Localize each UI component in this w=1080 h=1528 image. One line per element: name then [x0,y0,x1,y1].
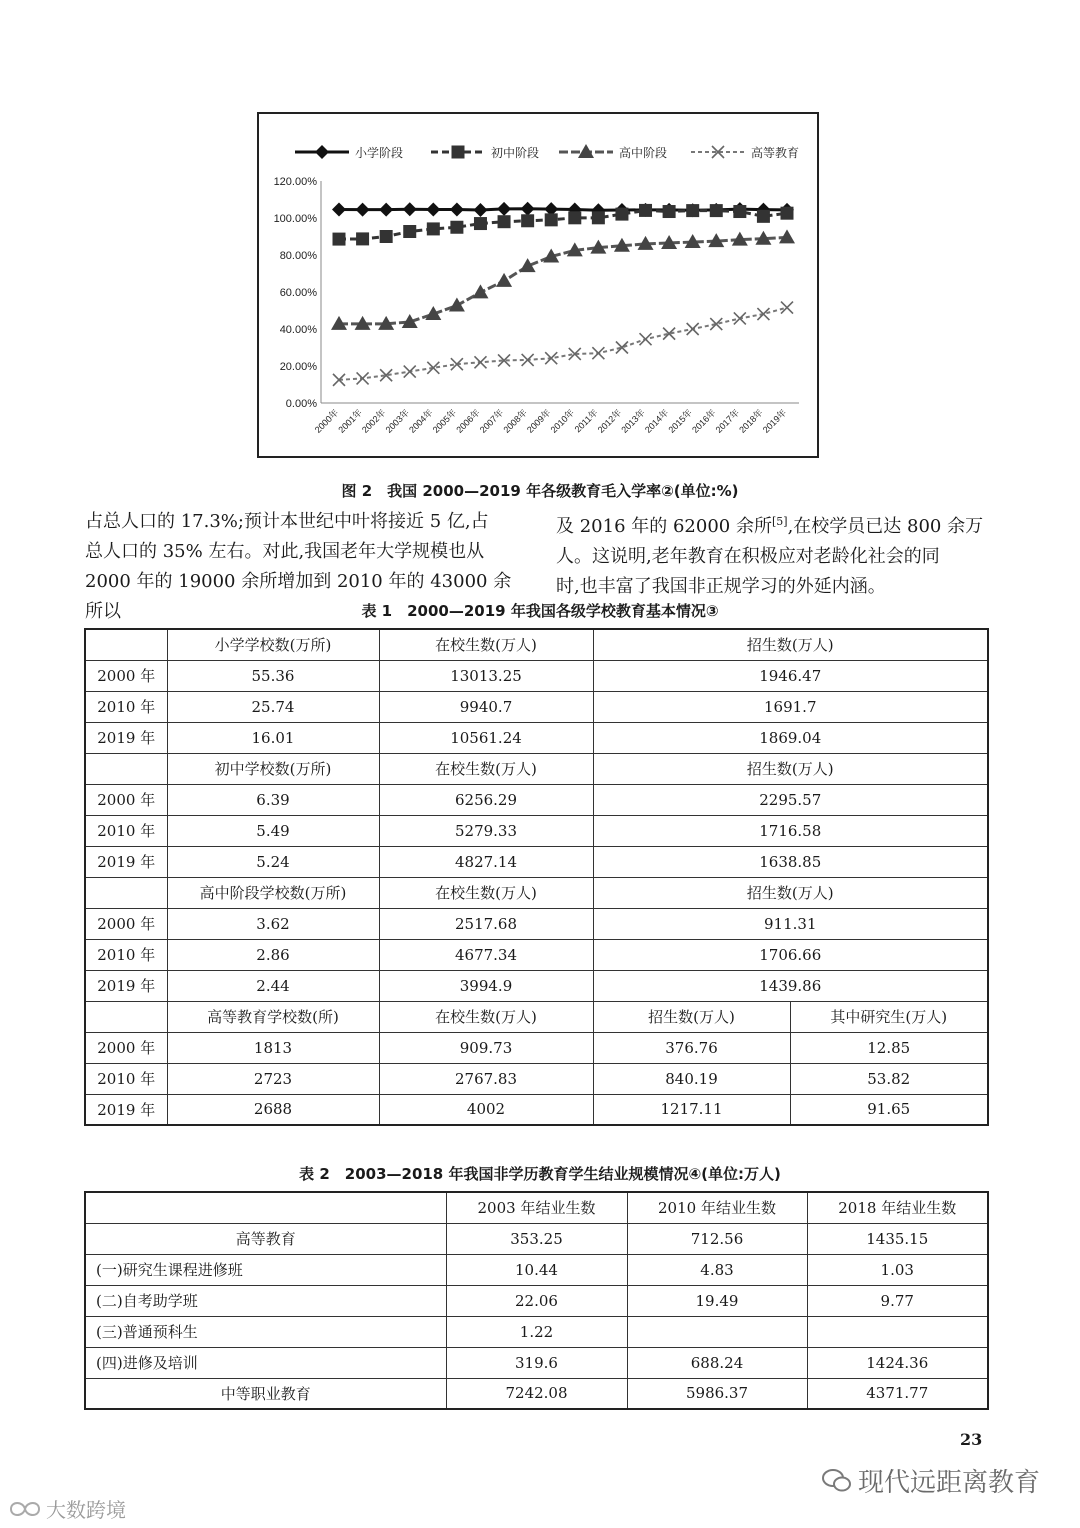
x-tick-label: 2016年 [690,407,718,435]
table-header-row [85,877,988,908]
x-tick-label: 2013年 [619,407,647,435]
x-tick-label: 2001年 [336,407,364,435]
table-row [85,691,988,722]
table-cell: 55.36 [167,660,379,691]
table-row [85,1223,988,1254]
table-cell: 1813 [167,1032,379,1063]
data-point-square [545,213,558,226]
data-point-square [474,217,487,230]
table-cell: 2019 年 [85,846,167,877]
figure-caption: 图 2 我国 2000—2019 年各级教育毛入学率②(单位:%) [341,482,739,500]
data-point-square [427,222,440,235]
table-cell: 9940.7 [379,691,593,722]
data-point-square [380,230,393,243]
data-point-diamond [403,202,417,216]
table-row [85,939,988,970]
data-point-diamond [473,203,487,217]
data-point-square [450,221,463,234]
x-tick-label: 2010年 [548,407,577,435]
data-point-square [710,204,723,217]
body-line: 占总人口的 17.3%;预计本世纪中叶将接近 5 亿,占 [85,511,489,532]
table-cell: 1217.11 [593,1094,790,1125]
table-cell: 高等教育 [85,1223,446,1254]
legend-label: 高等教育 [751,146,800,160]
x-tick-label: 2000年 [312,407,341,435]
y-tick-label: 40.00% [279,324,317,336]
data-point-square [757,210,770,223]
enrollment-rate-line-chart [259,114,817,456]
legend-marker [452,146,465,159]
table-row [85,970,988,1001]
data-point-square [781,207,794,220]
table-cell: 2723 [167,1063,379,1094]
data-point-diamond [379,203,393,217]
table-cell: 2.44 [167,970,379,1001]
data-point-x [333,374,345,386]
table-cell: 4371.77 [807,1378,988,1409]
table-cell: 2019 年 [85,970,167,1001]
table-cell: 2295.57 [593,784,988,815]
table-header-cell: 招生数(万人) [593,877,988,908]
data-point-square [592,211,605,224]
table-cell: 中等职业教育 [85,1378,446,1409]
data-point-diamond [521,202,535,216]
body-line: 总人口的 35% 左右。对此,我国老年大学规模也从 [85,541,485,562]
data-point-x [592,347,604,359]
legend-label: 小学阶段 [355,146,404,160]
table-cell: 911.31 [593,908,988,939]
table-cell: 319.6 [446,1347,627,1378]
table-header-cell: 2003 年结业生数 [446,1192,627,1223]
watermark-wechat [822,1462,1040,1499]
x-tick-label: 2005年 [430,407,459,435]
table-cell: 2517.68 [379,908,593,939]
table-row [85,784,988,815]
data-point-square [686,204,699,217]
table-cell: 6256.29 [379,784,593,815]
table-row [85,1316,988,1347]
table-cell: 4.83 [627,1254,807,1285]
table-cell [807,1316,988,1347]
x-tick-label: 2011年 [572,407,600,435]
body-line: 人。这说明,老年教育在积极应对老龄化社会的同 [556,546,940,567]
data-point-diamond [497,202,511,216]
table1-caption: 表 1 2000—2019 年我国各级学校教育基本情况③ [361,602,719,620]
x-tick-label: 2017年 [713,407,742,435]
table-row [85,1032,988,1063]
table-cell: 7242.08 [446,1378,627,1409]
table-cell: (四)进修及培训 [85,1347,446,1378]
table-cell: 2010 年 [85,1063,167,1094]
table-row [85,1347,988,1378]
x-tick-label: 2015年 [666,407,695,435]
data-point-diamond [332,202,346,216]
table-row [85,1285,988,1316]
data-point-square [356,232,369,245]
data-point-x [357,372,369,384]
page-number: 23 [960,1430,983,1449]
table-header-cell [85,1001,167,1032]
data-point-x [404,366,416,378]
table-cell: 1691.7 [593,691,988,722]
table-header-cell: 高等教育学校数(所) [167,1001,379,1032]
table-cell: 19.49 [627,1285,807,1316]
table-cell: 1424.36 [807,1347,988,1378]
table-header-cell: 其中研究生(万人) [790,1001,988,1032]
data-point-square [333,233,346,246]
brand-logo-icon [8,1498,42,1520]
citation-ref[interactable]: [5] [771,515,788,528]
table-header-row [85,629,988,660]
table-cell: 4677.34 [379,939,593,970]
table-cell: 91.65 [790,1094,988,1125]
table-cell: 1439.86 [593,970,988,1001]
table-cell: 1435.15 [807,1223,988,1254]
table-cell: 6.39 [167,784,379,815]
table-cell: 2688 [167,1094,379,1125]
table-cell: 13013.25 [379,660,593,691]
table-cell: 1869.04 [593,722,988,753]
data-point-triangle [496,273,512,287]
table-cell: 712.56 [627,1223,807,1254]
x-tick-label: 2004年 [407,407,435,435]
series-line-triangle [339,237,787,323]
table-row [85,1254,988,1285]
table-cell: 2.86 [167,939,379,970]
table-header-cell [85,1192,446,1223]
x-tick-label: 2019年 [760,407,789,435]
table-cell: 2010 年 [85,939,167,970]
table-cell: 4002 [379,1094,593,1125]
legend-marker [315,145,329,159]
table2-caption: 表 2 2003—2018 年我国非学历教育学生结业规模情况④(单位:万人) [299,1165,781,1183]
table-cell: 53.82 [790,1063,988,1094]
table-cell: 353.25 [446,1223,627,1254]
table-cell: 10561.24 [379,722,593,753]
table-cell: (一)研究生课程进修班 [85,1254,446,1285]
legend-label: 初中阶段 [491,146,540,160]
body-line: 2000 年的 19000 余所增加到 2010 年的 43000 余所以 [85,571,512,622]
table-row [85,660,988,691]
y-tick-label: 120.00% [273,176,317,188]
table-cell: 840.19 [593,1063,790,1094]
table-header-cell: 小学学校数(万所) [167,629,379,660]
table-cell: 5.24 [167,846,379,877]
table2-nondegree-graduates [84,1191,989,1410]
table-header-cell: 在校生数(万人) [379,1001,593,1032]
table-row [85,846,988,877]
table-cell: 688.24 [627,1347,807,1378]
data-point-square [615,208,628,221]
table-row [85,722,988,753]
legend-label: 高中阶段 [619,146,668,160]
table-header-row [85,753,988,784]
y-tick-label: 100.00% [273,213,317,225]
y-tick-label: 60.00% [279,287,317,299]
table-cell: 2019 年 [85,722,167,753]
data-point-x [781,302,793,314]
data-point-square [568,211,581,224]
table-cell: 2010 年 [85,691,167,722]
table-header-row [85,1192,988,1223]
y-tick-label: 0.00% [285,398,317,410]
watermark-brand [8,1494,126,1523]
table-header-cell [85,753,167,784]
x-tick-label: 2006年 [454,407,482,435]
table-cell: 1946.47 [593,660,988,691]
table-cell: 2000 年 [85,784,167,815]
table-cell: 12.85 [790,1032,988,1063]
x-tick-label: 2002年 [359,407,388,435]
table-header-cell: 招生数(万人) [593,753,988,784]
table-cell: 1638.85 [593,846,988,877]
data-point-square [403,225,416,238]
table-cell: 3.62 [167,908,379,939]
table-header-cell: 招生数(万人) [593,1001,790,1032]
table-header-cell: 2018 年结业生数 [807,1192,988,1223]
x-tick-label: 2009年 [525,407,553,435]
table-cell: 16.01 [167,722,379,753]
table-cell: 2010 年 [85,815,167,846]
table-header-cell: 2010 年结业生数 [627,1192,807,1223]
table-header-cell [85,877,167,908]
x-tick-label: 2003年 [383,407,412,435]
data-point-square [733,205,746,218]
body-line: 时,也丰富了我国非正规学习的外延内涵。 [556,576,886,597]
table-header-cell: 在校生数(万人) [379,629,593,660]
table-cell: 1.22 [446,1316,627,1347]
table-cell: 1.03 [807,1254,988,1285]
table-cell: 9.77 [807,1285,988,1316]
x-tick-label: 2007年 [477,407,506,435]
y-tick-label: 20.00% [279,361,317,373]
data-point-square [663,205,676,218]
table-row [85,1063,988,1094]
table-header-row [85,1001,988,1032]
chart-frame [257,112,819,458]
data-point-x [687,323,699,335]
table-header-cell [85,629,167,660]
data-point-x [474,356,486,368]
table-cell: 2000 年 [85,908,167,939]
table-header-cell: 高中阶段学校数(万所) [167,877,379,908]
watermark-text: 现代远距离教育 [858,1468,1041,1498]
data-point-diamond [450,202,464,216]
body-line: 及 2016 年的 62000 余所[5],在校学员已达 800 余万 [556,515,984,537]
table-cell: 3994.9 [379,970,593,1001]
data-point-x [640,333,652,345]
table-cell: 22.06 [446,1285,627,1316]
wechat-icon [822,1468,852,1494]
data-point-diamond [356,203,370,217]
table-header-cell: 初中学校数(万所) [167,753,379,784]
body-text-right-column [556,507,996,602]
table-row [85,1378,988,1409]
x-tick-label: 2014年 [642,407,671,435]
watermark-text: 大数跨境 [46,1498,126,1522]
table-row [85,908,988,939]
table-row [85,815,988,846]
table-cell: 5986.37 [627,1378,807,1409]
table-cell: 909.73 [379,1032,593,1063]
data-point-x [757,308,769,320]
table-cell: 4827.14 [379,846,593,877]
table-row [85,1094,988,1125]
table-cell: 2000 年 [85,660,167,691]
table-cell: 5.49 [167,815,379,846]
table-cell: 5279.33 [379,815,593,846]
data-point-square [639,204,652,217]
x-tick-label: 2018年 [737,407,765,435]
data-point-square [498,215,511,228]
y-tick-label: 80.00% [279,250,317,262]
table-cell: 376.76 [593,1032,790,1063]
table-header-cell: 招生数(万人) [593,629,988,660]
table-header-cell: 在校生数(万人) [379,753,593,784]
table1-school-statistics [84,628,989,1126]
table-cell: 10.44 [446,1254,627,1285]
table-cell: 1716.58 [593,815,988,846]
data-point-triangle [449,298,465,312]
table-cell [627,1316,807,1347]
table-cell: 2019 年 [85,1094,167,1125]
data-point-triangle [472,284,488,298]
x-tick-label: 2008年 [501,407,530,435]
x-tick-label: 2012年 [595,407,624,435]
table-cell: 1706.66 [593,939,988,970]
table-cell: (二)自考助学班 [85,1285,446,1316]
data-point-square [521,214,534,227]
data-point-diamond [426,202,440,216]
table-cell: 2767.83 [379,1063,593,1094]
table-header-cell: 在校生数(万人) [379,877,593,908]
table-cell: (三)普通预科生 [85,1316,446,1347]
table-cell: 25.74 [167,691,379,722]
table-cell: 2000 年 [85,1032,167,1063]
